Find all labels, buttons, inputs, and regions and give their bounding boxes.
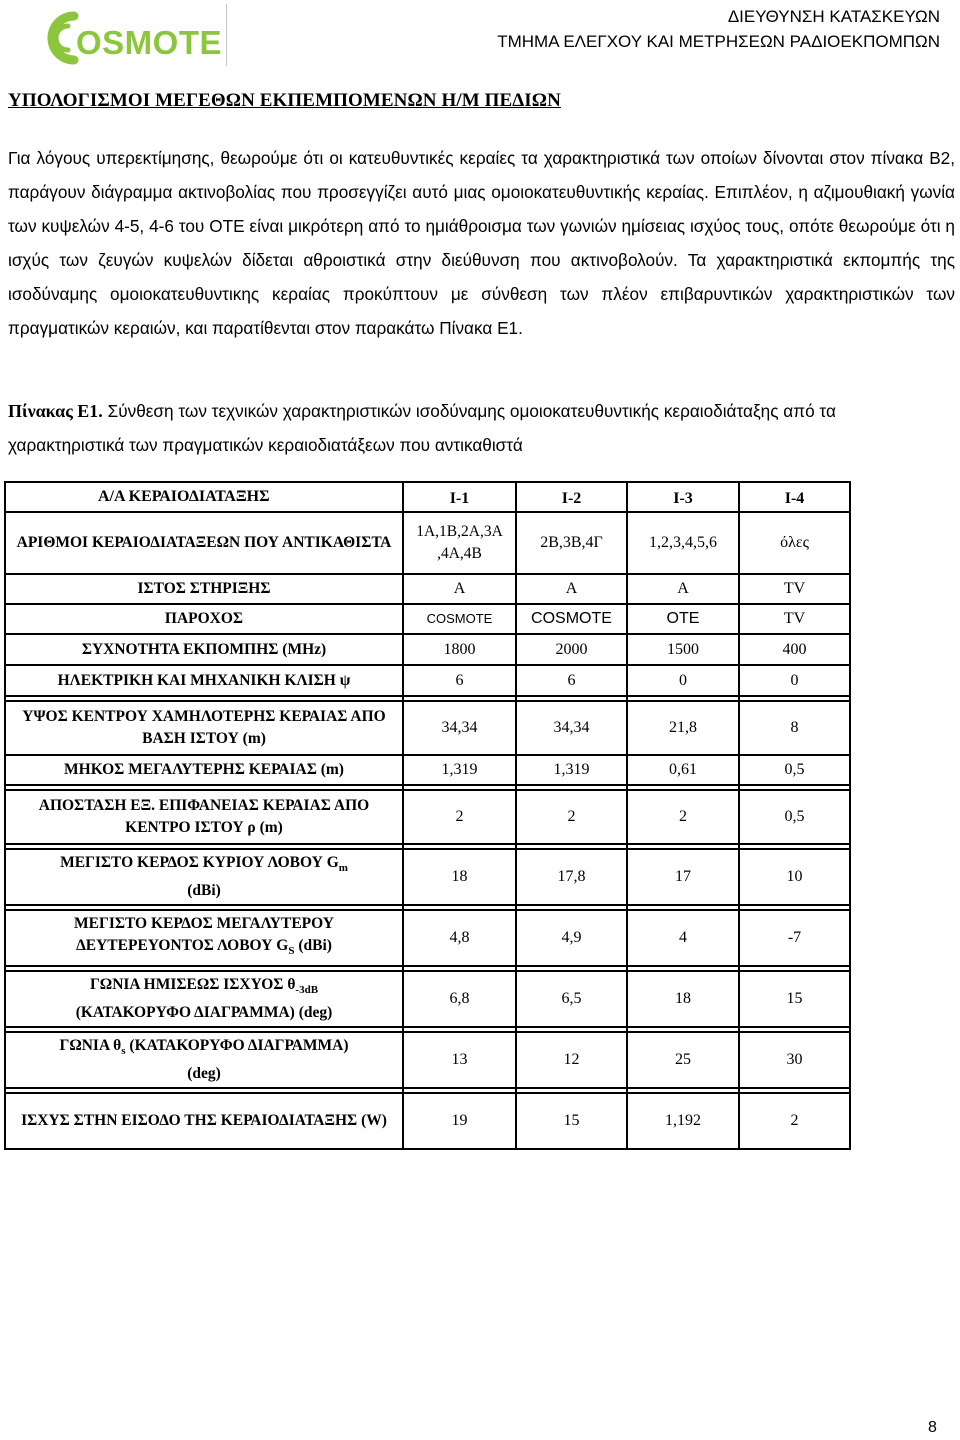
table-row xyxy=(5,701,850,755)
table-cell: 18 xyxy=(403,849,516,905)
column-header: Ι-1 xyxy=(403,482,516,512)
row-label xyxy=(5,971,403,1027)
table-cell: 0,5 xyxy=(739,755,850,785)
row-label: ΥΨΟΣ ΚΕΝΤΡΟΥ ΧΑΜΗΛΟΤΕΡΗΣ ΚΕΡΑΙΑΣ ΑΠΟ ΒΑΣΗ ΙΣΤΟΥ (m) xyxy=(5,701,403,755)
table-cell: 4,9 xyxy=(516,910,627,966)
table-cell: 15 xyxy=(739,971,850,1027)
table-cell: 0 xyxy=(627,665,739,696)
table-row xyxy=(5,849,850,905)
table-cell: 0,5 xyxy=(739,790,850,844)
row-label-subscript: s xyxy=(121,1045,126,1058)
table-cell: TV xyxy=(739,574,850,604)
table-cell: 34,34 xyxy=(403,701,516,755)
table-cell: 12 xyxy=(516,1032,627,1088)
table-cell: 15 xyxy=(516,1093,627,1149)
row-label-main: ΓΩΝΙΑ θ xyxy=(59,1037,122,1055)
table-cell: 0 xyxy=(739,665,850,696)
table-cell: 25 xyxy=(627,1032,739,1088)
table-cell: 6 xyxy=(403,665,516,696)
row-label xyxy=(5,849,403,905)
table-cell: TV xyxy=(739,604,850,634)
table-cell: 17,8 xyxy=(516,849,627,905)
row-label: ΑΡΙΘΜΟΙ ΚΕΡΑΙΟΔΙΑΤΑΞΕΩΝ ΠΟΥ ΑΝΤΙΚΑΘΙΣΤΑ xyxy=(5,512,403,574)
table-cell: -7 xyxy=(739,910,850,966)
table-cell: Α xyxy=(627,574,739,604)
row-label: ΗΛΕΚΤΡΙΚΗ ΚΑΙ ΜΗΧΑΝΙΚΗ ΚΛΙΣΗ ψ xyxy=(5,665,403,696)
table-cell: όλες xyxy=(739,512,850,574)
row-label-line-1: ΜΕΓΙΣΤΟ ΚΕΡΔΟΣ ΜΕΓΑΛΥΤΕΡΟΥ xyxy=(74,915,334,933)
table-row xyxy=(5,790,850,844)
table-row xyxy=(5,971,850,1027)
row-label: ΣΥΧΝΟΤΗΤΑ ΕΚΠΟΜΠΗΣ (MHz) xyxy=(5,634,403,665)
row-label-main: ΔΕΥΤΕΡΕΥΟΝΤΟΣ ΛΟΒΟΥ G xyxy=(76,937,289,955)
table-cell: COSMOTE xyxy=(516,604,627,634)
table-cell: 19 xyxy=(403,1093,516,1149)
table-cell: 1Α,1Β,2Α,3Α ,4Α,4Β xyxy=(403,512,516,574)
row-label-line-2: (ΚΑΤΑΚΟΡΥΦΟ ΔΙΑΓΡΑΜΜΑ) (deg) xyxy=(75,1003,333,1021)
page-header xyxy=(0,0,960,80)
column-header: Ι-4 xyxy=(739,482,850,512)
header-divider xyxy=(226,4,227,66)
table-cell: 4 xyxy=(627,910,739,966)
table-cell: 0,61 xyxy=(627,755,739,785)
table-cell: 1,319 xyxy=(516,755,627,785)
table-row xyxy=(5,604,850,634)
table-cell: COSMOTE xyxy=(403,604,516,634)
table-row xyxy=(5,512,850,574)
table-cell: 2000 xyxy=(516,634,627,665)
row-label-subscript: S xyxy=(288,945,295,958)
table-cell: 1,2,3,4,5,6 xyxy=(627,512,739,574)
svg-text:OSMOTE: OSMOTE xyxy=(76,24,223,61)
header-line-2: ΤΜΗΜΑ ΕΛΕΓΧΟΥ ΚΑΙ ΜΕΤΡΗΣΕΩΝ ΡΑΔΙΟΕΚΠΟΜΠΩΝ xyxy=(497,32,940,51)
table-cell: 6 xyxy=(516,665,627,696)
row-label-subscript: m xyxy=(338,862,348,875)
row-label xyxy=(5,910,403,966)
table-cell: Α xyxy=(403,574,516,604)
row-label: ΙΣΤΟΣ ΣΤΗΡΙΞΗΣ xyxy=(5,574,403,604)
header-label-cell: Α/Α ΚΕΡΑΙΟΔΙΑΤΑΞΗΣ xyxy=(5,482,403,512)
table-cell: ΟΤΕ xyxy=(627,604,739,634)
row-label-tail: (ΚΑΤΑΚΟΡΥΦΟ ΔΙΑΓΡΑΜΜΑ) xyxy=(125,1037,349,1055)
table-cell: 13 xyxy=(403,1032,516,1088)
body-paragraph: Για λόγους υπερεκτίμησης, θεωρούμε ότι οι κατευθυντικές κεραίες τα χαρακτηριστικά των οποίων δίνονται στον πίνακα Β2, παράγουν διάγραμμα ακτινοβολίας που προσεγγίζει αυτό μιας ομοιοκατευθυντικής κεραίας. Επιπλέον, η αζιμουθιακή γωνία των κυψελών 4-5, 4-6 του ΟΤΕ είναι μικρότερη από το ημιάθροισμα των γωνιών ημίσειας ισχύος τους, οπότε θεωρούμε ότι η ισχύς των ζευγών κυψελών δίδεται αθροιστικά στην διεύθυνση που ακτινοβολούν. Τα χαρακτηριστικά εκπομπής της ισοδύναμης ομοιοκατευθυντικης κεραίας προκύπτουν με σύνθεση των πλέον επιβαρυντικών χαρακτηριστικών των πραγματικών κεραιών, και παρατίθενται στον παρακάτω Πίνακα Ε1. xyxy=(8,148,955,338)
table-cell: 6,8 xyxy=(403,971,516,1027)
row-label-subscript: -3dB xyxy=(295,984,319,997)
cosmote-logo xyxy=(30,6,226,70)
table-cell: 1500 xyxy=(627,634,739,665)
row-label-tail: (dBi) xyxy=(294,937,332,955)
table-cell: 400 xyxy=(739,634,850,665)
row-label: ΠΑΡΟΧΟΣ xyxy=(5,604,403,634)
row-label: ΑΠΟΣΤΑΣΗ ΕΞ. ΕΠΙΦΑΝΕΙΑΣ ΚΕΡΑΙΑΣ ΑΠΟ ΚΕΝΤΡΟ ΙΣΤΟΥ ρ (m) xyxy=(5,790,403,844)
table-row xyxy=(5,755,850,785)
table-cell: 2Β,3Β,4Γ xyxy=(516,512,627,574)
table-cell: 21,8 xyxy=(627,701,739,755)
section-title: ΥΠΟΛΟΓΙΣΜΟΙ ΜΕΓΕΘΩΝ ΕΚΠΕΜΠΟΜΕΝΩΝ Η/Μ ΠΕΔΙΩΝ xyxy=(8,90,561,111)
page-number: 8 xyxy=(928,1419,937,1436)
table-row xyxy=(5,1093,850,1149)
row-label-tail: (dBi) xyxy=(187,881,221,899)
column-header: Ι-2 xyxy=(516,482,627,512)
table-cell: 2 xyxy=(516,790,627,844)
table-cell: 18 xyxy=(627,971,739,1027)
antenna-spec-table xyxy=(4,481,851,1150)
table-cell: 10 xyxy=(739,849,850,905)
table-header-row xyxy=(5,482,850,512)
table-cell: 1,319 xyxy=(403,755,516,785)
table-cell: 30 xyxy=(739,1032,850,1088)
table-cell: 2 xyxy=(403,790,516,844)
row-label: ΜΗΚΟΣ ΜΕΓΑΛΥΤΕΡΗΣ ΚΕΡΑΙΑΣ (m) xyxy=(5,755,403,785)
table-row xyxy=(5,665,850,696)
table-cell: 4,8 xyxy=(403,910,516,966)
table-caption xyxy=(8,394,955,462)
table-cell: 17 xyxy=(627,849,739,905)
table-row xyxy=(5,574,850,604)
table-cell: 2 xyxy=(627,790,739,844)
row-label: ΙΣΧΥΣ ΣΤΗΝ ΕΙΣΟΔΟ ΤΗΣ ΚΕΡΑΙΟΔΙΑΤΑΞΗΣ (W) xyxy=(5,1093,403,1149)
row-label-main: ΓΩΝΙΑ ΗΜΙΣΕΩΣ ΙΣΧΥΟΣ θ xyxy=(89,976,296,994)
table-row xyxy=(5,1032,850,1088)
table-cell: 34,34 xyxy=(516,701,627,755)
table-cell: 6,5 xyxy=(516,971,627,1027)
column-header: Ι-3 xyxy=(627,482,739,512)
header-department xyxy=(497,4,940,54)
header-line-1: ΔΙΕΥΘΥΝΣΗ ΚΑΤΑΣΚΕΥΩΝ xyxy=(727,7,940,26)
caption-text: Σύνθεση των τεχνικών χαρακτηριστικών ισοδύναμης ομοιοκατευθυντικής κεραιοδιάταξης από τα χαρακτηριστικά των πραγματικών κεραιοδιατάξεων που αντικαθιστά xyxy=(8,401,836,455)
table-row xyxy=(5,910,850,966)
caption-label: Πίνακας Ε1. xyxy=(8,401,103,421)
table-cell: 8 xyxy=(739,701,850,755)
row-label-main: ΜΕΓΙΣΤΟ ΚΕΡΔΟΣ ΚΥΡΙΟΥ ΛΟΒΟΥ G xyxy=(60,854,339,872)
table-cell: 2 xyxy=(739,1093,850,1149)
table-row xyxy=(5,634,850,665)
table-cell: 1800 xyxy=(403,634,516,665)
table-cell: 1,192 xyxy=(627,1093,739,1149)
row-label-line-2: (deg) xyxy=(187,1064,221,1082)
table-cell: Α xyxy=(516,574,627,604)
row-label xyxy=(5,1032,403,1088)
